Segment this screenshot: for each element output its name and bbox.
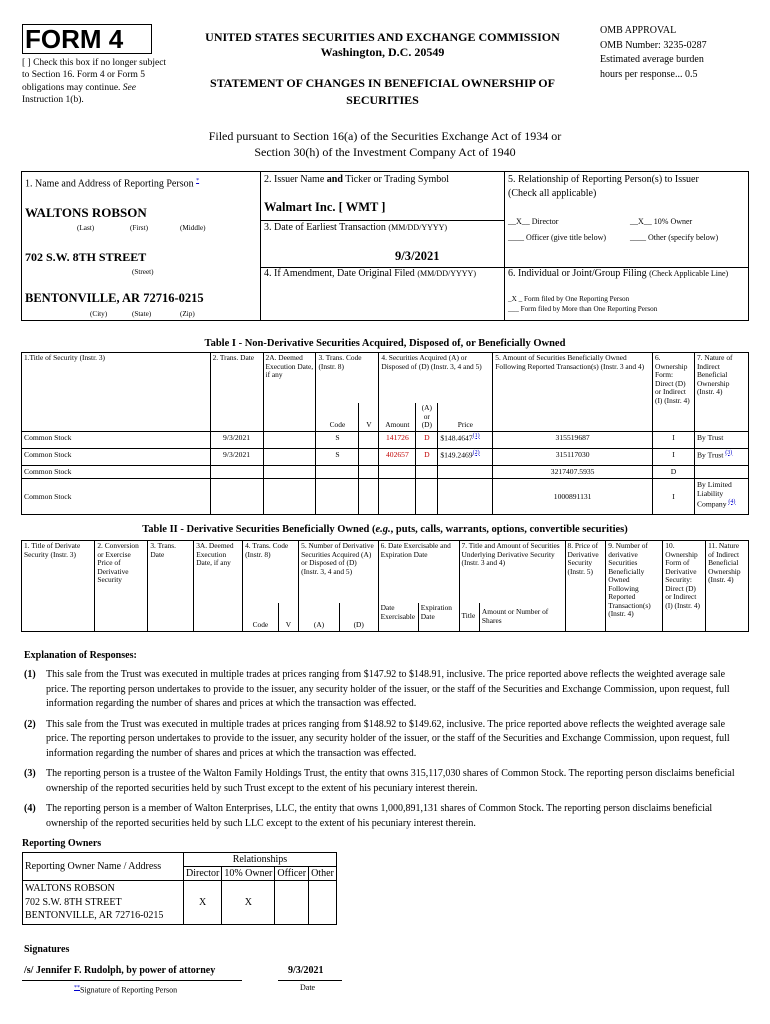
filed-pursuant-line-2: Section 30(h) of the Investment Company Act of 1940 — [254, 145, 516, 160]
t2-h-c2: 2. Conversion or Exercise Price of Derivative Security — [95, 541, 148, 632]
date-label: Date — [300, 983, 316, 992]
officer-checkbox[interactable]: ____ Officer (give title below) — [508, 233, 607, 242]
row-owned: 315117030 — [493, 448, 653, 465]
table1 — [21, 352, 749, 515]
issuer-label: 2. Issuer Name and Ticker or Trading Symbol — [264, 174, 450, 185]
row-code: S — [316, 431, 359, 448]
reporting-person-box — [22, 172, 261, 320]
t2-h-expiration: Expiration Date — [418, 603, 459, 631]
sig-footnote-link[interactable]: ** — [74, 985, 80, 991]
director-mark: X — [184, 881, 222, 925]
t2-h-c1: 1. Title of Derivate Security (Instr. 3) — [22, 541, 95, 632]
t1-h-v: V — [359, 403, 379, 431]
last-label: (Last) — [77, 224, 95, 232]
form-title-box — [22, 24, 152, 54]
ten-pct-header: 10% Owner — [222, 867, 275, 881]
top-section — [21, 171, 749, 321]
filed-pursuant-line-1: Filed pursuant to Section 16(a) of the Securities Exchange Act of 1934 or — [208, 129, 562, 143]
t1-h-code: 3. Trans. Code (Instr. 8) — [316, 353, 379, 404]
row-title: Common Stock — [22, 448, 211, 465]
earliest-transaction-box — [261, 221, 505, 268]
more-persons-checkbox[interactable]: ___ Form filed by More than One Reporting Person — [508, 305, 658, 313]
row-price: $149.2469$^{(2)}$ — [438, 448, 493, 465]
t1-h-date: 2. Trans. Date — [210, 353, 263, 432]
check-box-notice — [22, 57, 172, 106]
agency-line: UNITED STATES SECURITIES AND EXCHANGE COMMISSION — [205, 30, 560, 44]
explanations-heading: Explanation of Responses: — [24, 650, 137, 661]
omb-number: OMB Number: 3235-0287 — [600, 39, 707, 51]
row-owned: 3217407.5935 — [493, 465, 653, 478]
relationship-box — [505, 172, 748, 268]
zip-label: (Zip) — [180, 310, 195, 318]
first-label: (First) — [130, 224, 148, 232]
row-ad: D — [416, 448, 438, 465]
row-deemed — [263, 448, 316, 465]
agency-location: Washington, D.C. 20549 — [320, 45, 445, 59]
row-form: I — [652, 478, 694, 514]
t2-h-v: V — [278, 603, 298, 631]
footnote-link[interactable]: (2) — [472, 449, 480, 456]
t1-h-form: 6. Ownership Form: Direct (D) or Indirect (I) (Instr. 4) — [652, 353, 694, 432]
issuer-box — [261, 172, 505, 221]
city-label: (City) — [90, 310, 108, 318]
officer-header: Officer — [275, 867, 309, 881]
t1-h-nature: 7. Nature of Indirect Beneficial Ownership (Instr. 4) — [694, 353, 748, 432]
t2-h-c4: 4. Trans. Code (Instr. 8) — [243, 541, 299, 604]
other-header: Other — [309, 867, 337, 881]
check-box-text: [ ] Check this box if no longer subject to Section 16. Form 4 or Form 5 obligations may continue. — [22, 58, 167, 93]
ten-pct-owner-checkbox[interactable]: __X__ 10% Owner — [630, 217, 693, 226]
table1-title: Table I - Non-Derivative Securities Acquired, Disposed of, or Beneficially Owned — [204, 338, 566, 349]
t2-h-c3a: 3A. Deemed Execution Date, if any — [194, 541, 243, 632]
omb-approval: OMB APPROVAL — [600, 25, 677, 36]
relationship-label: 5. Relationship of Reporting Person(s) to Issuer — [508, 174, 699, 185]
director-checkbox[interactable]: __X__ Director — [508, 217, 559, 226]
footnote-link[interactable]: (4) — [728, 498, 736, 505]
signature-date: 9/3/2021 — [288, 965, 324, 976]
row-deemed — [263, 431, 316, 448]
row-owned: 1000891131 — [493, 478, 653, 514]
t2-h-title: Title — [459, 603, 479, 631]
issuer-name: Walmart Inc. [ WMT ] — [264, 200, 386, 214]
t1-h-price: Price — [438, 403, 493, 431]
row-ad: D — [416, 431, 438, 448]
t2-h-d: (D) — [339, 603, 378, 631]
date-line — [278, 980, 342, 981]
row-code: S — [316, 448, 359, 465]
t2-h-a: (A) — [299, 603, 340, 631]
row-form: I — [652, 448, 694, 465]
earliest-transaction-label: 3. Date of Earliest Transaction (MM/DD/YYYY) — [264, 222, 448, 233]
relationships-header: Relationships — [184, 853, 337, 867]
row-v — [359, 448, 379, 465]
reporting-owners-heading: Reporting Owners — [22, 838, 102, 849]
table-row — [23, 881, 337, 925]
reporting-owners-table — [22, 852, 337, 925]
t1-h-acquired: 4. Securities Acquired (A) or Disposed of (D) (Instr. 3, 4 and 5) — [379, 353, 493, 404]
omb-box — [600, 24, 760, 82]
ten-pct-mark: X — [222, 881, 275, 925]
t1-h-owned: 5. Amount of Securities Beneficially Owned Following Reported Transaction(s) (Instr. 3 and 4) — [493, 353, 653, 432]
reporting-person-city: BENTONVILLE, AR 72716-0215 — [25, 291, 204, 305]
owners-header-row — [23, 853, 337, 867]
row-nature: By Trust — [694, 431, 748, 448]
earliest-transaction-date: 9/3/2021 — [395, 249, 440, 263]
t1-h-title: 1.Title of Security (Instr. 3) — [22, 353, 211, 432]
row-amount: 141726 — [379, 431, 416, 448]
row-owned: 315519687 — [493, 431, 653, 448]
explanation-item: (3) The reporting person is a trustee of the Walton Family Holdings Trust, the entity that owns 315,117,030 shares of Common Stock. The reporting person disclaims beneficial ownership of the reported securities held by such Trust except to the extent of his pecuniary interest therein. — [24, 768, 735, 794]
one-person-checkbox[interactable]: _X _ Form filed by One Reporting Person — [508, 295, 630, 303]
owner-name-header: Reporting Owner Name / Address — [23, 853, 184, 881]
row-nature: By Limited Liability Company $^{(4)}$ — [694, 478, 748, 514]
row-amount: 402657 — [379, 448, 416, 465]
explanation-item: (1) This sale from the Trust was executed in multiple trades at prices ranging from $147.92 to $148.91, inclusive. The price reported above reflects the weighted average sale price. The reporting person undertakes to provide to the issuer, any security holder of the issuer, or the staff of the Securities and Exchange Commission, upon request, full information regarding the number of shares and prices at which the transaction was effected. — [24, 669, 730, 709]
director-header: Director — [184, 867, 222, 881]
t2-h-amount: Amount or Number of Shares — [479, 603, 565, 631]
reporting-person-name: WALTONS ROBSON — [25, 205, 147, 220]
t2-h-c6: 6. Date Exercisable and Expiration Date — [378, 541, 459, 604]
burden-line-1: Estimated average burden — [600, 54, 704, 65]
row-title: Common Stock — [22, 478, 211, 514]
table-row — [22, 465, 749, 478]
explanation-item: (4) The reporting person is a member of Walton Enterprises, LLC, the entity that owns 1,000,891,131 shares of Common Stock. The reporting person disclaims beneficial ownership of the reported securities held by such LLC except to the extent of his pecuniary interest therein. — [24, 803, 713, 829]
footnote-link[interactable]: (3) — [725, 449, 733, 456]
amendment-label: 4. If Amendment, Date Original Filed (MM/DD/YYYY) — [264, 268, 476, 279]
table2 — [21, 540, 749, 632]
table2-header-row — [22, 541, 749, 604]
statement-title: STATEMENT OF CHANGES IN BENEFICIAL OWNERSHIP OF SECURITIES — [210, 76, 555, 107]
t2-h-c8: 8. Price of Derivative Security (Instr. 5) — [565, 541, 606, 632]
table-row — [22, 431, 749, 448]
form-title: FORM 4 — [25, 24, 124, 54]
t2-h-c11: 11. Nature of Indirect Beneficial Ownership (Instr. 4) — [706, 541, 749, 632]
t1-h-subcode: Code — [316, 403, 359, 431]
table1-header-row — [22, 353, 749, 404]
street-label: (Street) — [132, 268, 154, 276]
table-row — [22, 448, 749, 465]
t2-h-code: Code — [243, 603, 279, 631]
t1-h-amount: Amount — [379, 403, 416, 431]
other-checkbox[interactable]: ____ Other (specify below) — [630, 233, 719, 242]
owner-address: WALTONS ROBSON 702 S.W. 8TH STREET BENTONVILLE, AR 72716-0215 — [23, 881, 184, 925]
t2-h-exercisable: Date Exercisable — [378, 603, 418, 631]
row-price: $148.4647$^{(1)}$ — [438, 431, 493, 448]
officer-mark — [275, 881, 309, 925]
row-form: I — [652, 431, 694, 448]
filing-label: 6. Individual or Joint/Group Filing (Check Applicable Line) — [508, 268, 729, 279]
row-v — [359, 431, 379, 448]
t2-h-c10: 10. Ownership Form of Derivative Security: Direct (D) or Indirect (I) (Instr. 4) — [663, 541, 706, 632]
reporting-person-label: 1. Name and Address of Reporting Person * — [25, 178, 200, 190]
row-title: Common Stock — [22, 465, 211, 478]
check-all-label: (Check all applicable) — [508, 188, 597, 199]
filing-box — [505, 268, 748, 320]
t2-h-c5: 5. Number of Derivative Securities Acquired (A) or Disposed of (D) (Instr. 3, 4 and 5) — [299, 541, 378, 604]
row-nature: By Trust $^{(3)}$ — [694, 448, 748, 465]
row-date: 9/3/2021 — [210, 448, 263, 465]
row-form: D — [652, 465, 694, 478]
amendment-box — [261, 268, 505, 320]
t1-h-ad: (A) or (D) — [416, 403, 438, 431]
signer-name: /s/ Jennifer F. Rudolph, by power of attorney — [24, 965, 216, 976]
middle-label: (Middle) — [180, 224, 206, 232]
signature-label: **Signature of Reporting Person — [74, 985, 178, 995]
signatures-heading: Signatures — [24, 944, 70, 955]
t2-h-c3: 3. Trans. Date — [148, 541, 194, 632]
agency-name — [175, 30, 590, 60]
explanation-list — [24, 668, 744, 831]
t2-h-c9: 9. Number of derivative Securities Beneficially Owned Following Reported Transaction(s) (Instr. 4) — [606, 541, 663, 632]
table-row — [22, 478, 749, 514]
see-label: See — [122, 82, 136, 93]
t2-h-c7: 7. Title and Amount of Securities Underlying Derivative Security (Instr. 3 and 4) — [459, 541, 565, 604]
instruction-ref: Instruction 1(b). — [22, 95, 84, 106]
footnote-link[interactable]: (1) — [472, 432, 480, 439]
state-label: (State) — [132, 310, 152, 318]
filed-pursuant — [100, 128, 670, 160]
t1-h-deemed: 2A. Deemed Execution Date, if any — [263, 353, 316, 432]
table2-title: Table II - Derivative Securities Beneficially Owned (e.g., puts, calls, warrants, options, convertible securities) — [142, 524, 628, 535]
reporting-person-street: 702 S.W. 8TH STREET — [25, 250, 147, 264]
row-title: Common Stock — [22, 431, 211, 448]
explanation-item: (2) This sale from the Trust was executed in multiple trades at prices ranging from $148.92 to $149.62, inclusive. The price reported above reflects the weighted average sale price. The reporting person undertakes to provide to the issuer, any security holder of the issuer, or the staff of the Securities and Exchange Commission, upon request, full information regarding the number of shares and prices at which the transaction was effected. — [24, 718, 730, 759]
signature-line — [22, 980, 242, 981]
burden-line-2: hours per response... 0.5 — [600, 68, 698, 80]
row-date: 9/3/2021 — [210, 431, 263, 448]
other-mark — [309, 881, 337, 925]
